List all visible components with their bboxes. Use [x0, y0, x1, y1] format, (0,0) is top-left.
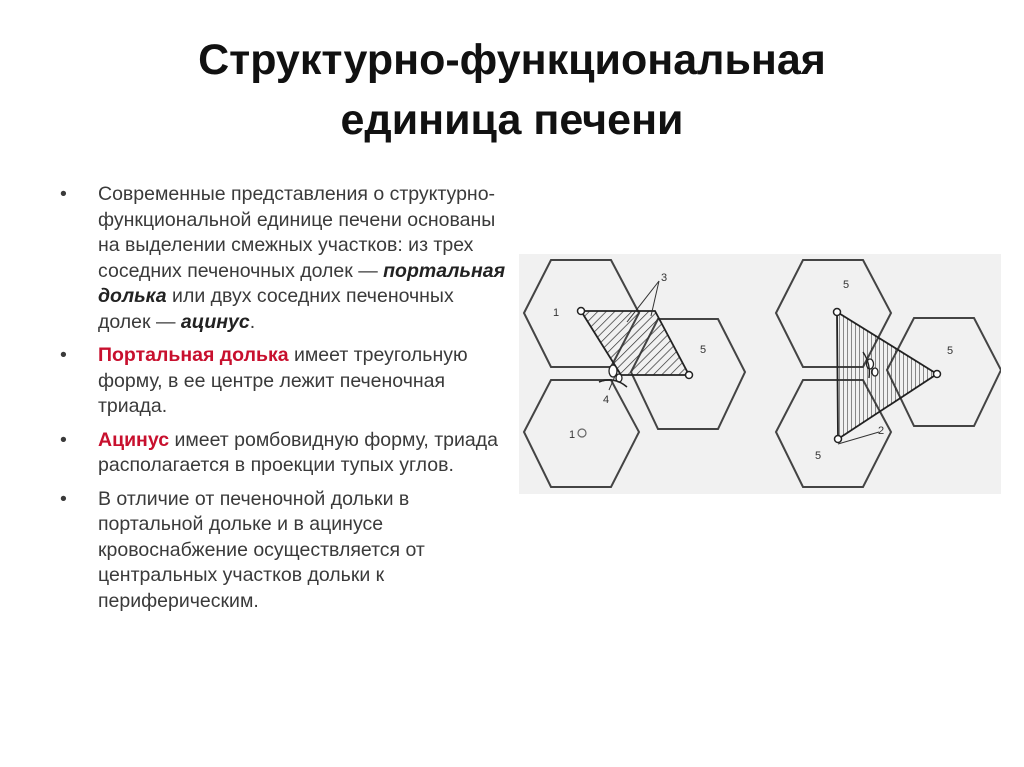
- acinus-rhombus: [581, 311, 689, 375]
- central-vein-marker: [686, 372, 693, 379]
- bullet-item: [58, 182, 508, 335]
- leader-line: [609, 376, 615, 390]
- figure-label: 5: [815, 450, 822, 462]
- central-vein-marker: [578, 429, 586, 437]
- figure-label: 5: [947, 345, 954, 357]
- bullet-list: [58, 182, 508, 622]
- central-vein-marker: [578, 308, 585, 315]
- title-line-1: Структурно-функциональная: [198, 36, 826, 84]
- title-line-2: единица печени: [340, 96, 684, 144]
- figure-label: 4: [603, 394, 610, 406]
- figure-label: 2: [878, 425, 885, 437]
- figure-label: 1: [553, 307, 560, 319]
- bullet-item: [58, 428, 508, 479]
- term-portal-lobule: портальная долька: [98, 259, 506, 307]
- figure-label: 1: [569, 429, 576, 441]
- hexagon-lobule: [524, 380, 639, 487]
- bullet-item: [58, 487, 508, 615]
- term-acinus: ацинус: [180, 310, 250, 333]
- bullet-term: Ацинус: [98, 428, 170, 451]
- bullet-text: В отличие от печеночной дольки в портальной дольке и в ацинусе кровоснабжение осуществляется от центральных участков дольки к периферическим.: [98, 487, 425, 612]
- liver-lobule-diagram: [519, 254, 1001, 494]
- figure-label: 3: [661, 272, 668, 284]
- portal-lobule-triangle: [837, 312, 937, 439]
- central-vein-marker: [834, 309, 841, 316]
- lobule-diagram-svg: [519, 254, 1001, 494]
- bullet-text: имеет ромбовидную форму, триада располагается в проекции тупых углов.: [98, 428, 498, 476]
- bullet-item: [58, 343, 508, 420]
- central-vein-marker: [835, 436, 842, 443]
- bullet-text: или двух соседних печеночных долек —: [98, 285, 454, 333]
- bullet-term: Портальная долька: [98, 344, 289, 366]
- bullet-text: Современные представления о структурно-функциональной единице печени основаны на выделении смежных участков: из трех соседних печеночных долек —: [98, 183, 496, 282]
- slide-title: [40, 30, 984, 150]
- central-vein-marker: [934, 371, 941, 378]
- bullet-text: .: [249, 310, 256, 333]
- figure-label: 5: [700, 344, 707, 356]
- figure-label: 5: [843, 279, 850, 291]
- bullet-text: имеет треугольную форму, в ее центре лежит печеночная триада.: [98, 344, 468, 417]
